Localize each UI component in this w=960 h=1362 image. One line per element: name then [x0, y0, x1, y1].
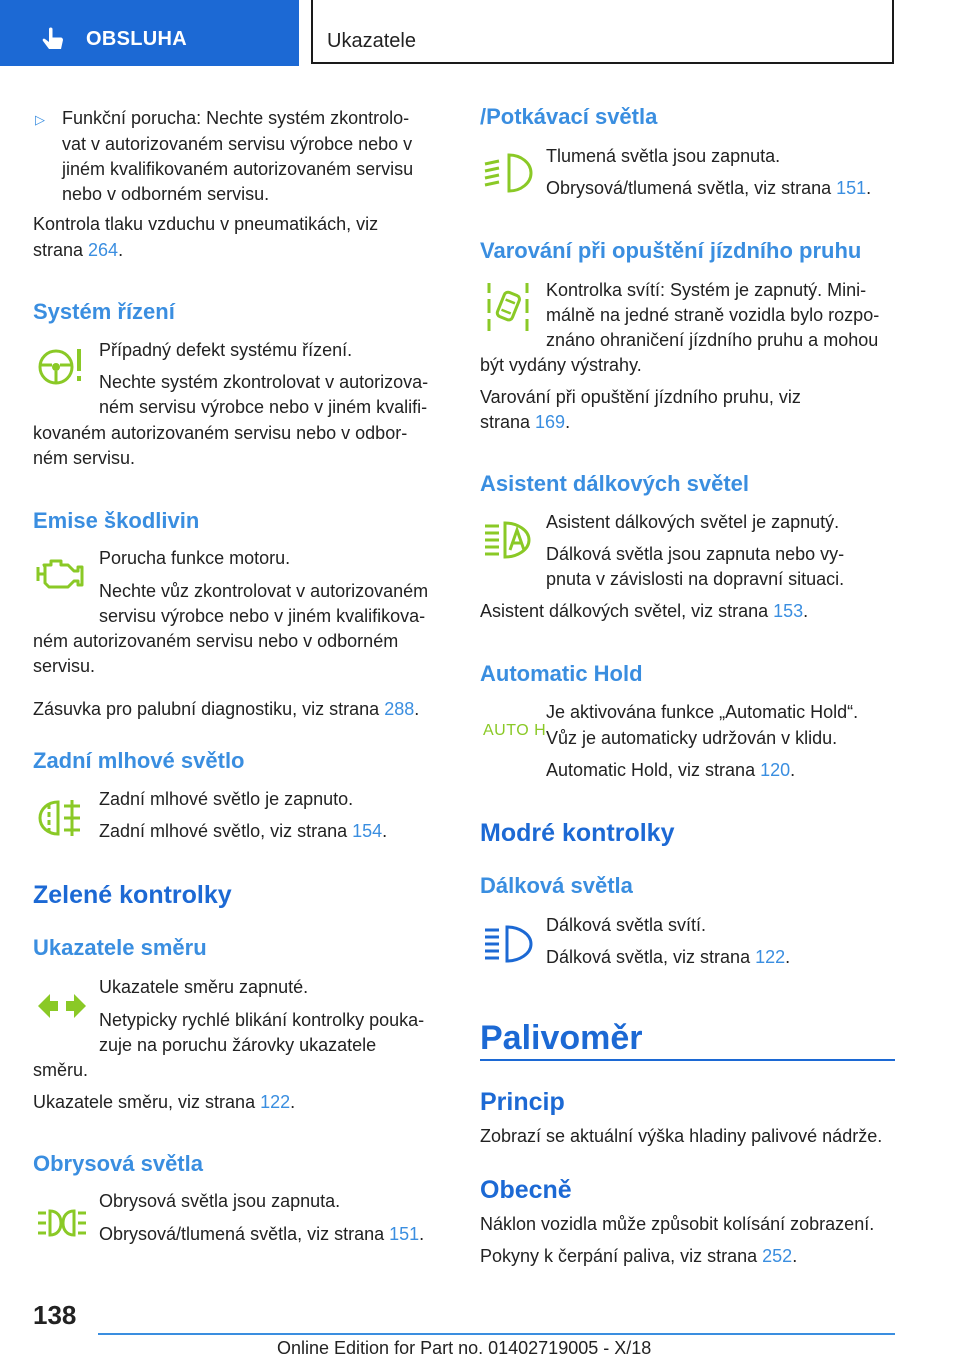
automatic-hold-text: Je aktivována funkce „Automatic Hold“. — [546, 702, 859, 722]
obd-ref: Zásuvka pro palubní diagnostiku, viz strana 288. — [33, 699, 420, 719]
side-lights-ref: Obrysová/tlumená světla, viz strana 151. — [99, 1224, 425, 1244]
high-beam-heading: Dálková světla — [480, 873, 633, 898]
page-link[interactable]: 288 — [384, 699, 415, 719]
turn-signal-arrows-icon — [36, 990, 88, 1022]
engine-check-icon — [36, 557, 86, 591]
bullet-text: vat v autorizovaném servisu výrobce nebo v — [62, 134, 413, 154]
steering-heading: Systém řízení — [33, 299, 175, 324]
bullet-text: jiném kvalifikovaném autorizovaném servisu — [62, 159, 414, 179]
low-beam-ref: Obrysová/tlumená světla, viz strana 151. — [546, 178, 872, 198]
green-indicators-heading: Zelené kontrolky — [33, 881, 232, 909]
footer-rule — [98, 1333, 895, 1335]
lane-departure-text: znáno ohraničení jízdního pruhu a mohou — [546, 330, 879, 350]
high-beam-assist-heading: Asistent dálkových světel — [480, 471, 750, 496]
steering-text: kovaném autorizovaném servisu nebo v odbor- — [33, 423, 408, 443]
page-link[interactable]: 151 — [836, 178, 867, 198]
side-lights-text: Obrysová světla jsou zapnuta. — [99, 1191, 341, 1211]
lane-departure-text: Kontrolka svítí: Systém je zapnutý. Mini- — [546, 280, 867, 300]
general-text: Náklon vozidla může způsobit kolísání zobrazení. — [480, 1214, 875, 1234]
low-beam-heading: /Potkávací světla — [480, 104, 658, 129]
page-link[interactable]: 122 — [755, 947, 786, 967]
turn-signals-text: směru. — [33, 1060, 89, 1080]
auto-hold-icon: AUTO H — [483, 722, 547, 739]
side-lights-icon — [36, 1208, 88, 1238]
principle-heading: Princip — [480, 1088, 565, 1116]
tire-pressure-text: Kontrola tlaku vzduchu v pneumatikách, viz — [33, 214, 379, 234]
page-link[interactable]: 153 — [773, 601, 804, 621]
page-link[interactable]: 264 — [88, 240, 119, 260]
steering-text: ném servisu. — [33, 448, 136, 468]
high-beam-assist-text: pnuta v závislosti na dopravní situaci. — [546, 569, 845, 589]
page-link[interactable]: 169 — [535, 412, 566, 432]
high-beam-assist-ref: Asistent dálkových světel, viz strana 153. — [480, 601, 809, 621]
section-label: OBSLUHA — [86, 28, 187, 50]
bullet-text: nebo v odborném servisu. — [62, 184, 270, 204]
chapter-label: Ukazatele — [327, 30, 416, 52]
general-heading: Obecně — [480, 1176, 572, 1204]
rear-fog-light-icon — [36, 798, 86, 838]
side-lights-heading: Obrysová světla — [33, 1151, 203, 1176]
lane-departure-text: málně na jedné straně vozidla bylo rozpo- — [546, 305, 880, 325]
emissions-text: ném autorizovaném servisu nebo v odborném — [33, 631, 399, 651]
high-beam-text: Dálková světla svítí. — [546, 915, 707, 935]
section-tab[interactable] — [0, 0, 299, 66]
hand-pointer-icon — [40, 26, 68, 54]
automatic-hold-heading: Automatic Hold — [480, 661, 643, 686]
lane-departure-icon — [485, 281, 531, 333]
page-link[interactable]: 151 — [389, 1224, 420, 1244]
rear-fog-ref: Zadní mlhové světlo, viz strana 154. — [99, 821, 388, 841]
emissions-heading: Emise škodlivin — [33, 508, 200, 533]
low-beam-text: Tlumená světla jsou zapnuta. — [546, 146, 781, 166]
lane-departure-text: Varování při opuštění jízdního pruhu, viz — [480, 387, 801, 407]
low-beam-icon — [483, 152, 535, 194]
rear-fog-text: Zadní mlhové světlo je zapnuto. — [99, 789, 354, 809]
principle-text: Zobrazí se aktuální výška hladiny palivové nádrže. — [480, 1126, 883, 1146]
page-link[interactable]: 154 — [352, 821, 383, 841]
turn-signals-text: Netypicky rychlé blikání kontrolky pouka- — [99, 1010, 425, 1030]
title-rule — [480, 1059, 895, 1061]
bullet-triangle-icon: ▷ — [35, 112, 45, 127]
emissions-text: servisu výrobce nebo v jiném kvalifikova- — [99, 606, 426, 626]
steering-text: Nechte systém zkontrolovat v autorizova- — [99, 372, 429, 392]
high-beam-assist-text: Dálková světla jsou zapnuta nebo vy- — [546, 544, 845, 564]
page-link[interactable]: 120 — [760, 760, 791, 780]
emissions-text: Porucha funkce motoru. — [99, 548, 291, 568]
turn-signals-text: zuje na poruchu žárovky ukazatele — [99, 1035, 377, 1055]
fuel-gauge-title: Palivoměr — [480, 1019, 643, 1057]
high-beam-icon — [483, 924, 535, 964]
lane-departure-text: být vydány výstrahy. — [480, 355, 642, 375]
steering-fault-icon — [36, 343, 84, 391]
turn-signals-ref: Ukazatele směru, viz strana 122. — [33, 1092, 296, 1112]
page-link[interactable]: 122 — [260, 1092, 291, 1112]
rear-fog-heading: Zadní mlhové světlo — [33, 748, 245, 773]
turn-signals-heading: Ukazatele směru — [33, 935, 207, 960]
emissions-text: servisu. — [33, 656, 96, 676]
automatic-hold-text: Vůz je automaticky udržován v klidu. — [546, 728, 838, 748]
edition-text: Online Edition for Part no. 01402719005 - X/18 — [277, 1338, 652, 1358]
automatic-hold-ref: Automatic Hold, viz strana 120. — [546, 760, 796, 780]
bullet-text: Funkční porucha: Nechte systém zkontrolo- — [62, 108, 410, 128]
chapter-tab — [311, 0, 894, 64]
lane-departure-heading: Varování při opuštění jízdního pruhu — [480, 238, 862, 263]
steering-text: ném servisu výrobce nebo v jiném kvalifi- — [99, 397, 428, 417]
lane-departure-ref: strana 169. — [480, 412, 571, 432]
high-beam-ref: Dálková světla, viz strana 122. — [546, 947, 791, 967]
blue-indicators-heading: Modré kontrolky — [480, 819, 675, 847]
high-beam-assist-text: Asistent dálkových světel je zapnutý. — [546, 512, 840, 532]
refuel-ref: Pokyny k čerpání paliva, viz strana 252. — [480, 1246, 798, 1266]
steering-text: Případný defekt systému řízení. — [99, 340, 353, 360]
turn-signals-text: Ukazatele směru zapnuté. — [99, 977, 309, 997]
high-beam-assist-icon — [483, 520, 535, 560]
page-link[interactable]: 252 — [762, 1246, 793, 1266]
page-number: 138 — [33, 1300, 77, 1330]
emissions-text: Nechte vůz zkontrolovat v autorizovaném — [99, 581, 429, 601]
tire-pressure-ref: strana 264. — [33, 240, 124, 260]
